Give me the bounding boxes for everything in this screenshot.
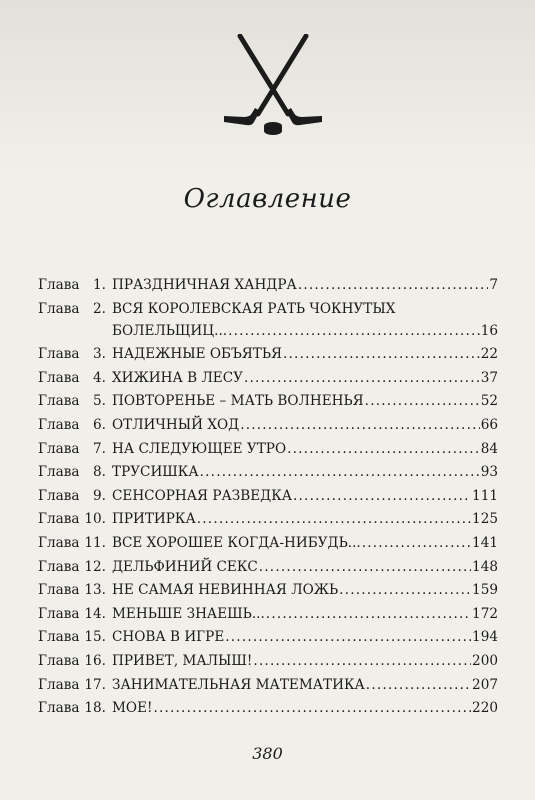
chapter-word: Глава	[38, 300, 80, 317]
chapter-number: 7.	[93, 440, 106, 457]
chapter-word: Глава	[38, 676, 80, 693]
chapter-title: НЕ САМАЯ НЕВИННАЯ ЛОЖЬ	[112, 582, 339, 599]
chapter-title: ВСЯ КОРОЛЕВСКАЯ РАТЬ ЧОКНУТЫХ	[112, 300, 396, 317]
dot-leader	[225, 626, 471, 650]
page-number: 380	[252, 744, 283, 763]
dot-leader	[293, 485, 471, 509]
chapter-title-continuation: БОЛЕЛЬЩИЦ...	[112, 322, 228, 339]
dot-leader	[266, 603, 471, 627]
hockey-sticks-puck-icon	[218, 34, 328, 140]
chapter-title: СЕНСОРНАЯ РАЗВЕДКА	[112, 487, 293, 504]
chapter-number: 10.	[84, 511, 106, 528]
dot-leader	[259, 556, 471, 580]
chapter-title: МОЕ!	[112, 700, 153, 717]
chapter-title: НА СЛЕДУЮЩЕЕ УТРО	[112, 440, 287, 457]
chapter-word: Глава	[38, 346, 80, 363]
page-ref: 84	[480, 440, 498, 457]
chapter-number: 18.	[84, 700, 106, 717]
toc-entry	[38, 579, 498, 603]
chapter-word: Глава	[38, 558, 80, 575]
dot-leader	[365, 390, 480, 414]
dot-leader	[283, 343, 480, 367]
toc-entry	[38, 532, 498, 556]
dot-leader	[287, 438, 480, 462]
page-ref: 125	[472, 511, 498, 528]
page-ref: 37	[480, 369, 498, 386]
chapter-title: ПРАЗДНИЧНАЯ ХАНДРА	[112, 277, 297, 293]
chapter-title: ВСЕ ХОРОШЕЕ КОГДА-НИБУДЬ...	[112, 534, 361, 551]
chapter-title: СНОВА В ИГРЕ	[112, 629, 225, 646]
page-ref: 159	[472, 582, 498, 599]
chapter-word: Глава	[38, 440, 80, 457]
page-ref: 16	[480, 322, 498, 339]
chapter-word: Глава	[38, 582, 80, 599]
chapter-word: Глава	[38, 700, 80, 717]
chapter-word: Глава	[38, 605, 80, 622]
chapter-number: 11.	[84, 534, 106, 551]
dot-leader	[240, 414, 479, 438]
chapter-number: 9.	[93, 487, 106, 504]
toc-title: Оглавление	[183, 184, 352, 214]
chapter-word: Глава	[38, 393, 80, 410]
chapter-number: 17.	[84, 676, 106, 693]
dot-leader	[244, 367, 480, 391]
chapter-number: 15.	[84, 629, 106, 646]
dot-leader	[362, 532, 471, 556]
chapter-word: Глава	[38, 629, 80, 646]
toc-entry	[38, 414, 498, 438]
chapter-title: ОТЛИЧНЫЙ ХОД	[112, 416, 240, 433]
toc-entry	[38, 650, 498, 674]
toc-entry-continuation	[38, 320, 498, 344]
dot-leader	[253, 650, 471, 674]
dot-leader	[298, 274, 489, 298]
page-ref: 148	[472, 558, 498, 575]
chapter-word: Глава	[38, 416, 80, 433]
page-ref: 111	[472, 487, 498, 504]
chapter-number: 4.	[93, 369, 106, 386]
chapter-number: 8.	[93, 464, 106, 481]
toc-entry	[38, 274, 498, 298]
toc-entry	[38, 674, 498, 698]
page-ref: 93	[480, 464, 498, 481]
chapter-title: ТРУСИШКА	[112, 464, 199, 481]
toc-entry	[38, 367, 498, 391]
toc-entry	[38, 390, 498, 414]
toc-entry	[38, 626, 498, 650]
page-ref: 194	[472, 629, 498, 646]
toc-entry	[38, 298, 498, 320]
page-ref: 52	[480, 393, 498, 410]
chapter-number: 16.	[84, 652, 106, 669]
chapter-title: ЗАНИМАТЕЛЬНАЯ МАТЕМАТИКА	[112, 676, 365, 693]
chapter-word: Глава	[38, 652, 80, 669]
toc-entry	[38, 343, 498, 367]
chapter-title: ДЕЛЬФИНИЙ СЕКС	[112, 558, 258, 575]
dot-leader	[153, 697, 471, 721]
toc-entry	[38, 697, 498, 721]
chapter-word: Глава	[38, 369, 80, 386]
chapter-word: Глава	[38, 487, 80, 504]
toc-entry	[38, 438, 498, 462]
page-ref: 141	[472, 534, 498, 551]
chapter-title: НАДЕЖНЫЕ ОБЪЯТЬЯ	[112, 346, 282, 363]
dot-leader	[228, 320, 480, 344]
chapter-title: ПРИВЕТ, МАЛЫШ!	[112, 652, 253, 669]
chapter-number: 3.	[93, 346, 106, 363]
dot-leader	[366, 674, 471, 698]
chapter-title: ПРИТИРКА	[112, 511, 196, 528]
toc-entry	[38, 603, 498, 627]
chapter-title: МЕНЬШЕ ЗНАЕШЬ...	[112, 605, 265, 622]
page-ref: 66	[480, 416, 498, 433]
page-ref: 220	[472, 700, 498, 717]
toc-entry	[38, 508, 498, 532]
chapter-number: 13.	[84, 582, 106, 599]
page-ref: 200	[472, 652, 498, 669]
chapter-word: Глава	[38, 464, 80, 481]
chapter-word: Глава	[38, 534, 80, 551]
toc-list	[38, 274, 498, 721]
chapter-title: ПОВТОРЕНЬЕ – МАТЬ ВОЛНЕНЬЯ	[112, 393, 364, 410]
chapter-number: 5.	[93, 393, 106, 410]
toc-entry	[38, 461, 498, 485]
chapter-word: Глава	[38, 277, 80, 293]
chapter-title: ХИЖИНА В ЛЕСУ	[112, 369, 243, 386]
dot-leader	[339, 579, 471, 603]
page-ref: 7	[489, 277, 498, 293]
page-ref: 172	[472, 605, 498, 622]
chapter-number: 2.	[93, 300, 106, 317]
dot-leader	[197, 508, 471, 532]
toc-entry	[38, 485, 498, 509]
dot-leader	[200, 461, 480, 485]
chapter-number: 6.	[93, 416, 106, 433]
page-ref: 22	[480, 346, 498, 363]
page-ref: 207	[472, 676, 498, 693]
chapter-number: 14.	[84, 605, 106, 622]
chapter-number: 1.	[93, 277, 106, 293]
chapter-word: Глава	[38, 511, 80, 528]
chapter-number: 12.	[84, 558, 106, 575]
toc-entry	[38, 556, 498, 580]
